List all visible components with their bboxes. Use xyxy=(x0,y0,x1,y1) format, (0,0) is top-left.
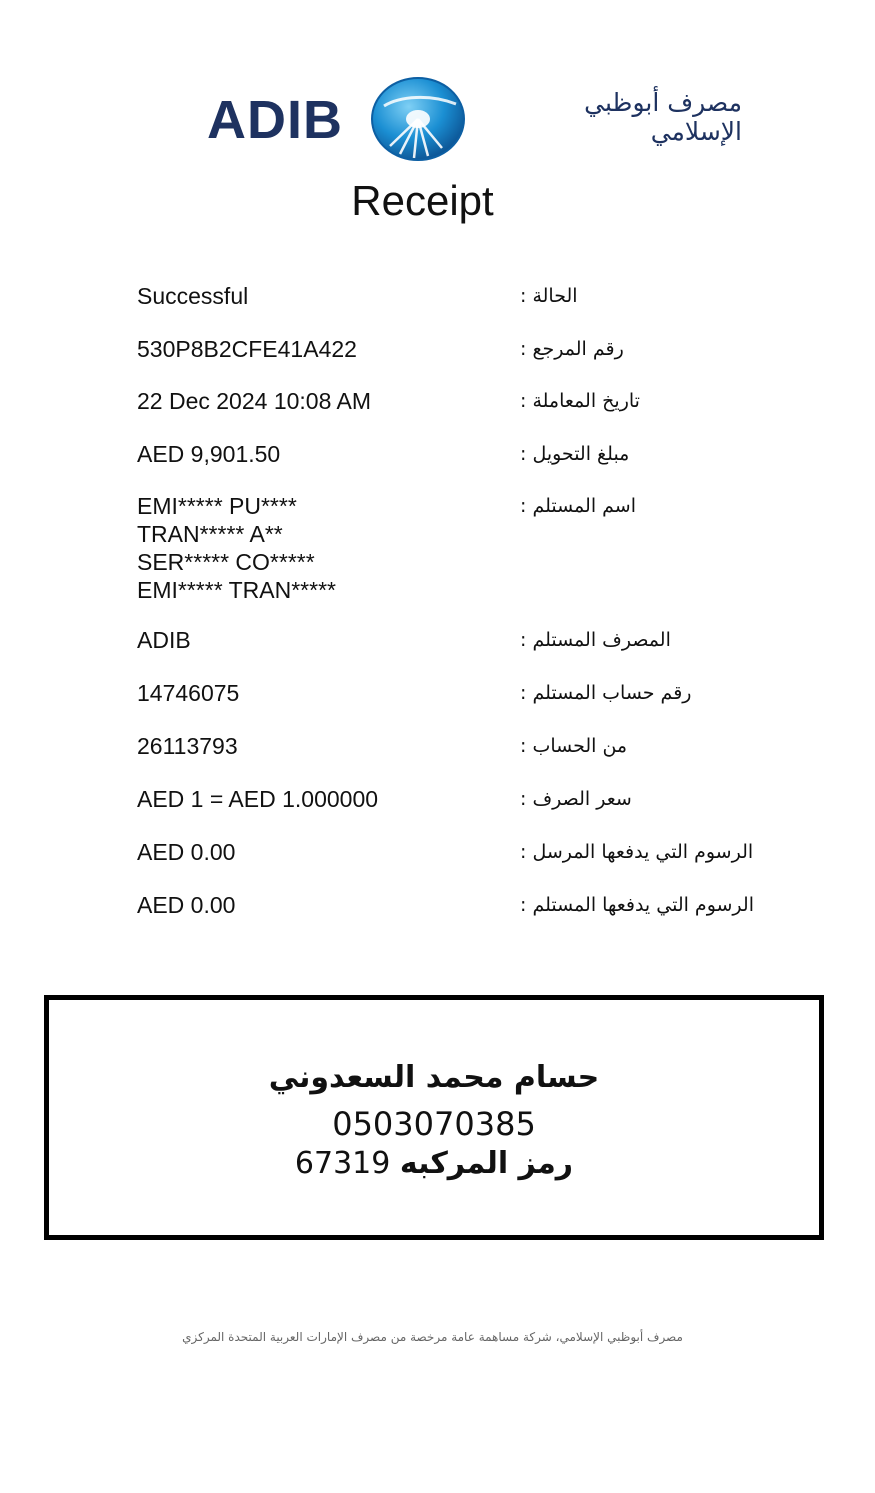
amount-label: مبلغ التحويل : xyxy=(520,443,630,465)
recipient-name-line: EMI***** TRAN***** xyxy=(137,577,336,603)
recipient-fees-label: الرسوم التي يدفعها المستلم : xyxy=(520,894,754,916)
note-box xyxy=(44,995,824,1240)
vehicle-code-value: 67319 xyxy=(294,1146,391,1181)
status-label: الحالة : xyxy=(520,285,578,307)
note-phone: 0503070385 xyxy=(332,1105,536,1143)
recipient-account-label: رقم حساب المستلم : xyxy=(520,682,692,704)
vehicle-code-label: رمز المركبه xyxy=(399,1146,574,1181)
recipient-account-value: 14746075 xyxy=(137,680,240,706)
note-vehicle-code xyxy=(49,1144,819,1184)
note-name: حسام محمد السعدوني xyxy=(268,1060,600,1095)
reference-label: رقم المرجع : xyxy=(520,338,624,360)
logo-arabic-line2: الإسلامي xyxy=(650,117,742,146)
amount-value: AED 9,901.50 xyxy=(137,441,281,467)
recipient-name-value xyxy=(137,492,336,604)
date-value: 22 Dec 2024 10:08 AM xyxy=(137,388,371,414)
logo-arabic-line1: مصرف أبوظبي xyxy=(584,88,742,117)
sender-fees-value: AED 0.00 xyxy=(137,839,236,865)
status-value: Successful xyxy=(137,283,249,309)
date-label: تاريخ المعاملة : xyxy=(520,390,640,412)
recipient-name-line: EMI***** PU**** xyxy=(137,493,297,519)
recipient-fees-value: AED 0.00 xyxy=(137,892,236,918)
recipient-bank-value: ADIB xyxy=(137,627,191,653)
from-account-value: 26113793 xyxy=(137,733,238,759)
footer-disclaimer: مصرف أبوظبي الإسلامي، شركة مساهمة عامة مرخصة من مصرف الإمارات العربية المتحدة المركزي xyxy=(182,1330,683,1344)
from-account-label: من الحساب : xyxy=(520,735,628,757)
exchange-rate-value: AED 1 = AED 1.000000 xyxy=(137,786,379,812)
recipient-name-line: SER***** CO***** xyxy=(137,549,315,575)
reference-value: 530P8B2CFE41A422 xyxy=(137,336,357,362)
receipt-title: Receipt xyxy=(351,177,494,224)
recipient-name-label: اسم المستلم : xyxy=(520,495,636,517)
exchange-rate-label: سعر الصرف : xyxy=(520,788,632,810)
logo-arabic-text xyxy=(487,88,742,146)
recipient-name-line: TRAN***** A** xyxy=(137,521,283,547)
recipient-bank-label: المصرف المستلم : xyxy=(520,629,671,651)
logo-english-text: ADIB xyxy=(207,90,343,150)
sender-fees-label: الرسوم التي يدفعها المرسل : xyxy=(520,841,754,863)
adib-logo xyxy=(207,76,747,166)
globe-icon xyxy=(370,76,466,162)
